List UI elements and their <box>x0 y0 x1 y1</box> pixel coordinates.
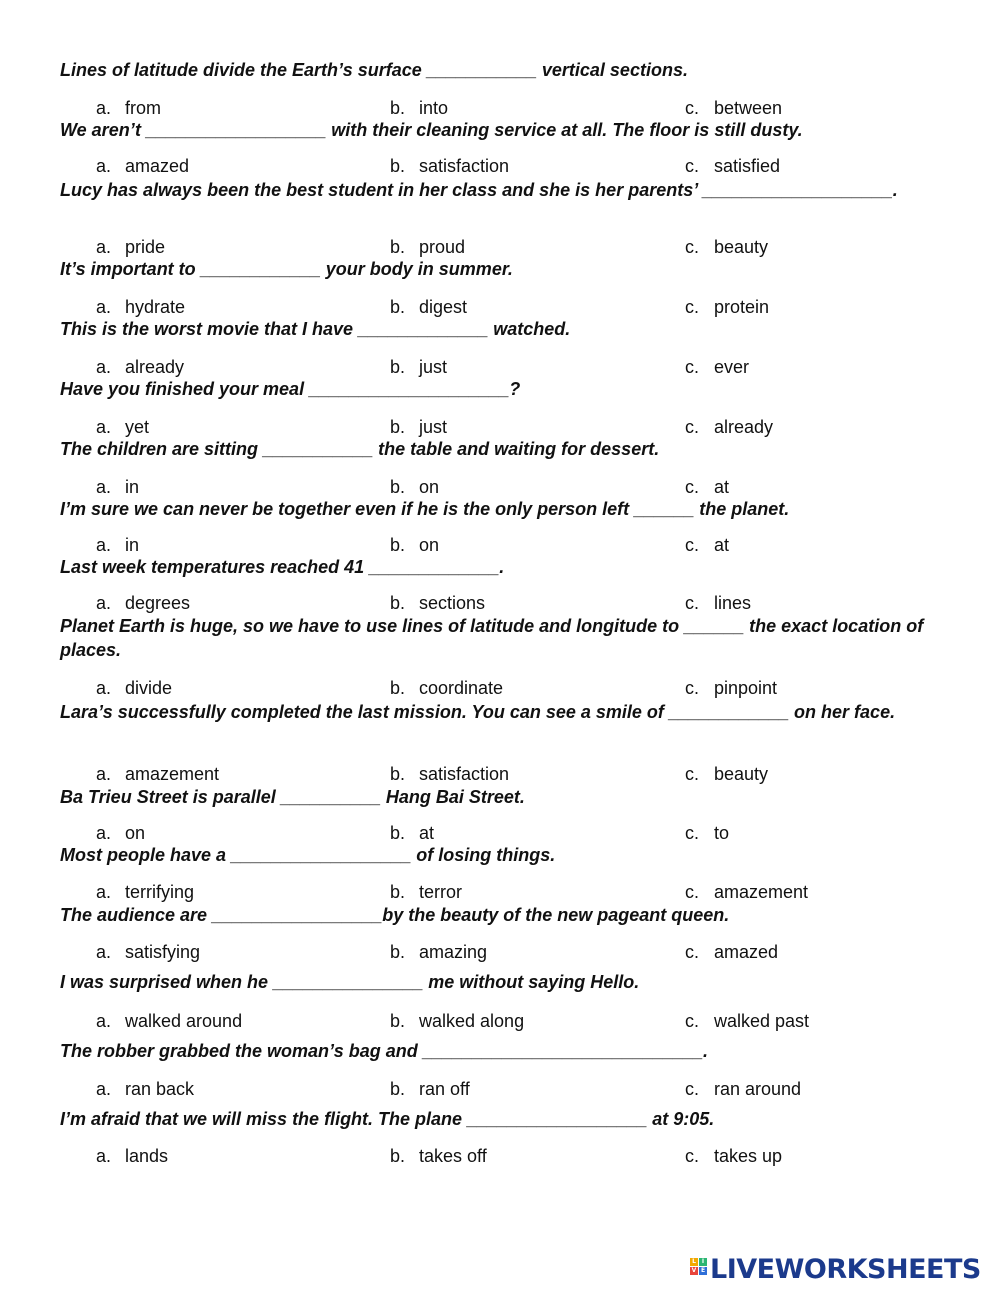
option-b[interactable] <box>390 821 434 845</box>
option-c[interactable] <box>685 154 780 178</box>
option-letter: b. <box>390 1146 406 1166</box>
option-c[interactable] <box>685 676 777 700</box>
option-letter: a. <box>96 942 112 962</box>
logo-mark-cell: L <box>690 1258 698 1266</box>
question-text: Last week temperatures reached 41 _____________. <box>60 557 505 577</box>
option-letter: c. <box>685 823 700 843</box>
option-a[interactable] <box>96 235 165 259</box>
option-label: walked along <box>419 1011 525 1031</box>
option-a[interactable] <box>96 533 139 557</box>
option-c[interactable] <box>685 940 778 964</box>
options-row <box>0 821 1000 845</box>
option-letter: c. <box>685 764 700 784</box>
option-letter: b. <box>390 237 406 257</box>
option-label: pride <box>125 237 166 257</box>
option-letter: c. <box>685 477 700 497</box>
option-b[interactable] <box>390 762 509 786</box>
option-label: already <box>125 357 185 377</box>
option-b[interactable] <box>390 880 462 904</box>
option-label: at <box>419 823 435 843</box>
options-row <box>0 1009 1000 1033</box>
option-letter: c. <box>685 1011 700 1031</box>
option-letter: a. <box>96 882 112 902</box>
option-label: takes up <box>714 1146 783 1166</box>
option-label: in <box>125 535 140 555</box>
option-a[interactable] <box>96 940 200 964</box>
option-label: ran off <box>419 1079 470 1099</box>
option-label: at <box>714 535 730 555</box>
options-row <box>0 591 1000 615</box>
option-letter: b. <box>390 98 406 118</box>
option-c[interactable] <box>685 1077 801 1101</box>
option-b[interactable] <box>390 96 448 120</box>
question-text: We aren’t __________________ with their cleaning service at all. The floor is still dusty. <box>60 120 803 140</box>
option-label: sections <box>419 593 486 613</box>
option-letter: c. <box>685 357 700 377</box>
option-label: satisfaction <box>419 764 510 784</box>
options-row <box>0 295 1000 319</box>
option-letter: a. <box>96 417 112 437</box>
option-letter: c. <box>685 882 700 902</box>
options-row <box>0 1144 1000 1168</box>
option-letter: b. <box>390 417 406 437</box>
question-text: I’m sure we can never be together even if he is the only person left ______ the planet. <box>60 499 790 519</box>
option-a[interactable] <box>96 355 184 379</box>
options-row <box>0 96 1000 120</box>
logo-mark-cell: V <box>691 1267 697 1274</box>
option-letter: c. <box>685 535 700 555</box>
logo-mark-cell: I <box>699 1258 707 1266</box>
option-label: from <box>125 98 161 118</box>
option-c[interactable] <box>685 880 808 904</box>
option-label: ever <box>714 357 750 377</box>
option-a[interactable] <box>96 1077 194 1101</box>
option-letter: b. <box>390 942 406 962</box>
option-c[interactable] <box>685 762 768 786</box>
options-row <box>0 676 1000 700</box>
options-row <box>0 235 1000 259</box>
option-label: divide <box>125 678 173 698</box>
option-c[interactable] <box>685 355 749 379</box>
option-label: amazement <box>714 882 809 902</box>
option-letter: b. <box>390 678 406 698</box>
option-label: beauty <box>714 237 769 257</box>
option-label: at <box>714 477 730 497</box>
option-label: already <box>714 417 774 437</box>
question-text: Most people have a __________________ of losing things. <box>60 845 556 865</box>
options-row <box>0 533 1000 557</box>
option-c[interactable] <box>685 295 769 319</box>
option-letter: c. <box>685 156 700 176</box>
option-letter: a. <box>96 297 112 317</box>
option-letter: b. <box>390 1079 406 1099</box>
question-text: Have you finished your meal ____________________? <box>60 379 521 399</box>
option-label: amazement <box>125 764 220 784</box>
option-a[interactable] <box>96 676 172 700</box>
option-letter: c. <box>685 593 700 613</box>
option-b[interactable] <box>390 1009 524 1033</box>
option-a[interactable] <box>96 1009 242 1033</box>
question-text: The robber grabbed the woman’s bag and ____________________________. <box>60 1041 709 1061</box>
question-text: I was surprised when he _______________ me without saying Hello. <box>60 972 640 992</box>
option-letter: a. <box>96 237 112 257</box>
option-letter: a. <box>96 98 112 118</box>
options-row <box>0 475 1000 499</box>
option-label: protein <box>714 297 770 317</box>
question-text: Planet Earth is huge, so we have to use lines of latitude and longitude to ______ the exact location of places. <box>60 616 924 660</box>
option-letter: b. <box>390 882 406 902</box>
option-label: takes off <box>419 1146 487 1166</box>
option-letter: a. <box>96 535 112 555</box>
option-label: on <box>419 477 440 497</box>
options-row <box>0 880 1000 904</box>
option-b[interactable] <box>390 475 439 499</box>
option-letter: a. <box>96 357 112 377</box>
option-letter: a. <box>96 764 112 784</box>
option-letter: c. <box>685 297 700 317</box>
options-row <box>0 415 1000 439</box>
question-text: Lara’s successfully completed the last mission. You can see a smile of ____________ on her face. <box>60 702 896 722</box>
option-letter: b. <box>390 1011 406 1031</box>
option-label: hydrate <box>125 297 186 317</box>
question-text: Lucy has always been the best student in her class and she is her parents’ ___________________. <box>60 180 898 200</box>
option-a[interactable] <box>96 96 161 120</box>
option-letter: c. <box>685 942 700 962</box>
option-b[interactable] <box>390 355 447 379</box>
option-letter: c. <box>685 1146 700 1166</box>
option-b[interactable] <box>390 591 485 615</box>
option-letter: c. <box>685 98 700 118</box>
option-b[interactable] <box>390 1077 470 1101</box>
option-letter: c. <box>685 237 700 257</box>
option-letter: b. <box>390 535 406 555</box>
options-row <box>0 355 1000 379</box>
option-b[interactable] <box>390 940 487 964</box>
question-text: This is the worst movie that I have _____________ watched. <box>60 319 571 339</box>
option-label: satisfied <box>714 156 781 176</box>
option-label: yet <box>125 417 150 437</box>
option-c[interactable] <box>685 1144 782 1168</box>
option-b[interactable] <box>390 235 465 259</box>
option-label: just <box>419 417 448 437</box>
option-letter: b. <box>390 297 406 317</box>
liveworksheets-logo <box>690 1254 981 1284</box>
question-text: I’m afraid that we will miss the flight. The plane __________________ at 9:05. <box>60 1109 715 1129</box>
option-letter: b. <box>390 477 406 497</box>
option-c[interactable] <box>685 533 729 557</box>
option-letter: c. <box>685 417 700 437</box>
option-letter: b. <box>390 823 406 843</box>
liveworksheets-logo-icon <box>690 1256 708 1282</box>
option-b[interactable] <box>390 295 467 319</box>
option-label: just <box>419 357 448 377</box>
option-letter: a. <box>96 1079 112 1099</box>
option-label: pinpoint <box>714 678 778 698</box>
option-c[interactable] <box>685 96 782 120</box>
option-a[interactable] <box>96 762 219 786</box>
option-label: ran around <box>714 1079 802 1099</box>
option-a[interactable] <box>96 1144 168 1168</box>
option-letter: a. <box>96 1011 112 1031</box>
option-a[interactable] <box>96 591 190 615</box>
option-letter: a. <box>96 477 112 497</box>
option-label: coordinate <box>419 678 504 698</box>
option-letter: c. <box>685 678 700 698</box>
option-label: beauty <box>714 764 769 784</box>
option-label: satisfying <box>125 942 201 962</box>
option-label: lands <box>125 1146 169 1166</box>
option-b[interactable] <box>390 676 503 700</box>
option-c[interactable] <box>685 475 729 499</box>
option-c[interactable] <box>685 591 751 615</box>
options-row <box>0 1077 1000 1101</box>
option-b[interactable] <box>390 415 447 439</box>
option-a[interactable] <box>96 295 185 319</box>
question-text: The children are sitting ___________ the table and waiting for dessert. <box>60 439 660 459</box>
option-label: degrees <box>125 593 191 613</box>
option-label: to <box>714 823 730 843</box>
question-text: The audience are _________________by the beauty of the new pageant queen. <box>60 905 730 925</box>
option-a[interactable] <box>96 821 145 845</box>
option-letter: c. <box>685 1079 700 1099</box>
option-letter: b. <box>390 764 406 784</box>
option-label: walked around <box>125 1011 243 1031</box>
option-label: on <box>419 535 440 555</box>
option-label: into <box>419 98 449 118</box>
option-label: amazed <box>714 942 779 962</box>
option-label: between <box>714 98 783 118</box>
option-label: in <box>125 477 140 497</box>
option-label: digest <box>419 297 468 317</box>
option-label: ran back <box>125 1079 195 1099</box>
option-label: proud <box>419 237 466 257</box>
option-c[interactable] <box>685 1009 809 1033</box>
option-a[interactable] <box>96 475 139 499</box>
option-letter: b. <box>390 156 406 176</box>
option-letter: a. <box>96 593 112 613</box>
option-letter: a. <box>96 1146 112 1166</box>
question-text: It’s important to ____________ your body in summer. <box>60 259 513 279</box>
option-a[interactable] <box>96 415 149 439</box>
option-label: terrifying <box>125 882 195 902</box>
question-text: Lines of latitude divide the Earth’s surface ___________ vertical sections. <box>60 60 688 80</box>
option-label: lines <box>714 593 752 613</box>
question-text: Ba Trieu Street is parallel __________ Hang Bai Street. <box>60 787 525 807</box>
option-letter: b. <box>390 357 406 377</box>
options-row <box>0 940 1000 964</box>
option-letter: a. <box>96 156 112 176</box>
logo-text: LIVEWORKSHEETS <box>710 1253 981 1285</box>
option-letter: a. <box>96 823 112 843</box>
option-b[interactable] <box>390 1144 487 1168</box>
option-label: amazing <box>419 942 488 962</box>
options-row <box>0 762 1000 786</box>
option-a[interactable] <box>96 880 194 904</box>
option-label: amazed <box>125 156 190 176</box>
option-c[interactable] <box>685 415 773 439</box>
option-c[interactable] <box>685 821 729 845</box>
options-row <box>0 154 1000 178</box>
option-label: terror <box>419 882 463 902</box>
option-label: walked past <box>714 1011 810 1031</box>
option-b[interactable] <box>390 533 439 557</box>
option-letter: a. <box>96 678 112 698</box>
option-b[interactable] <box>390 154 509 178</box>
option-c[interactable] <box>685 235 768 259</box>
option-a[interactable] <box>96 154 189 178</box>
option-label: on <box>125 823 146 843</box>
option-label: satisfaction <box>419 156 510 176</box>
option-letter: b. <box>390 593 406 613</box>
logo-mark-cell: E <box>700 1267 706 1274</box>
